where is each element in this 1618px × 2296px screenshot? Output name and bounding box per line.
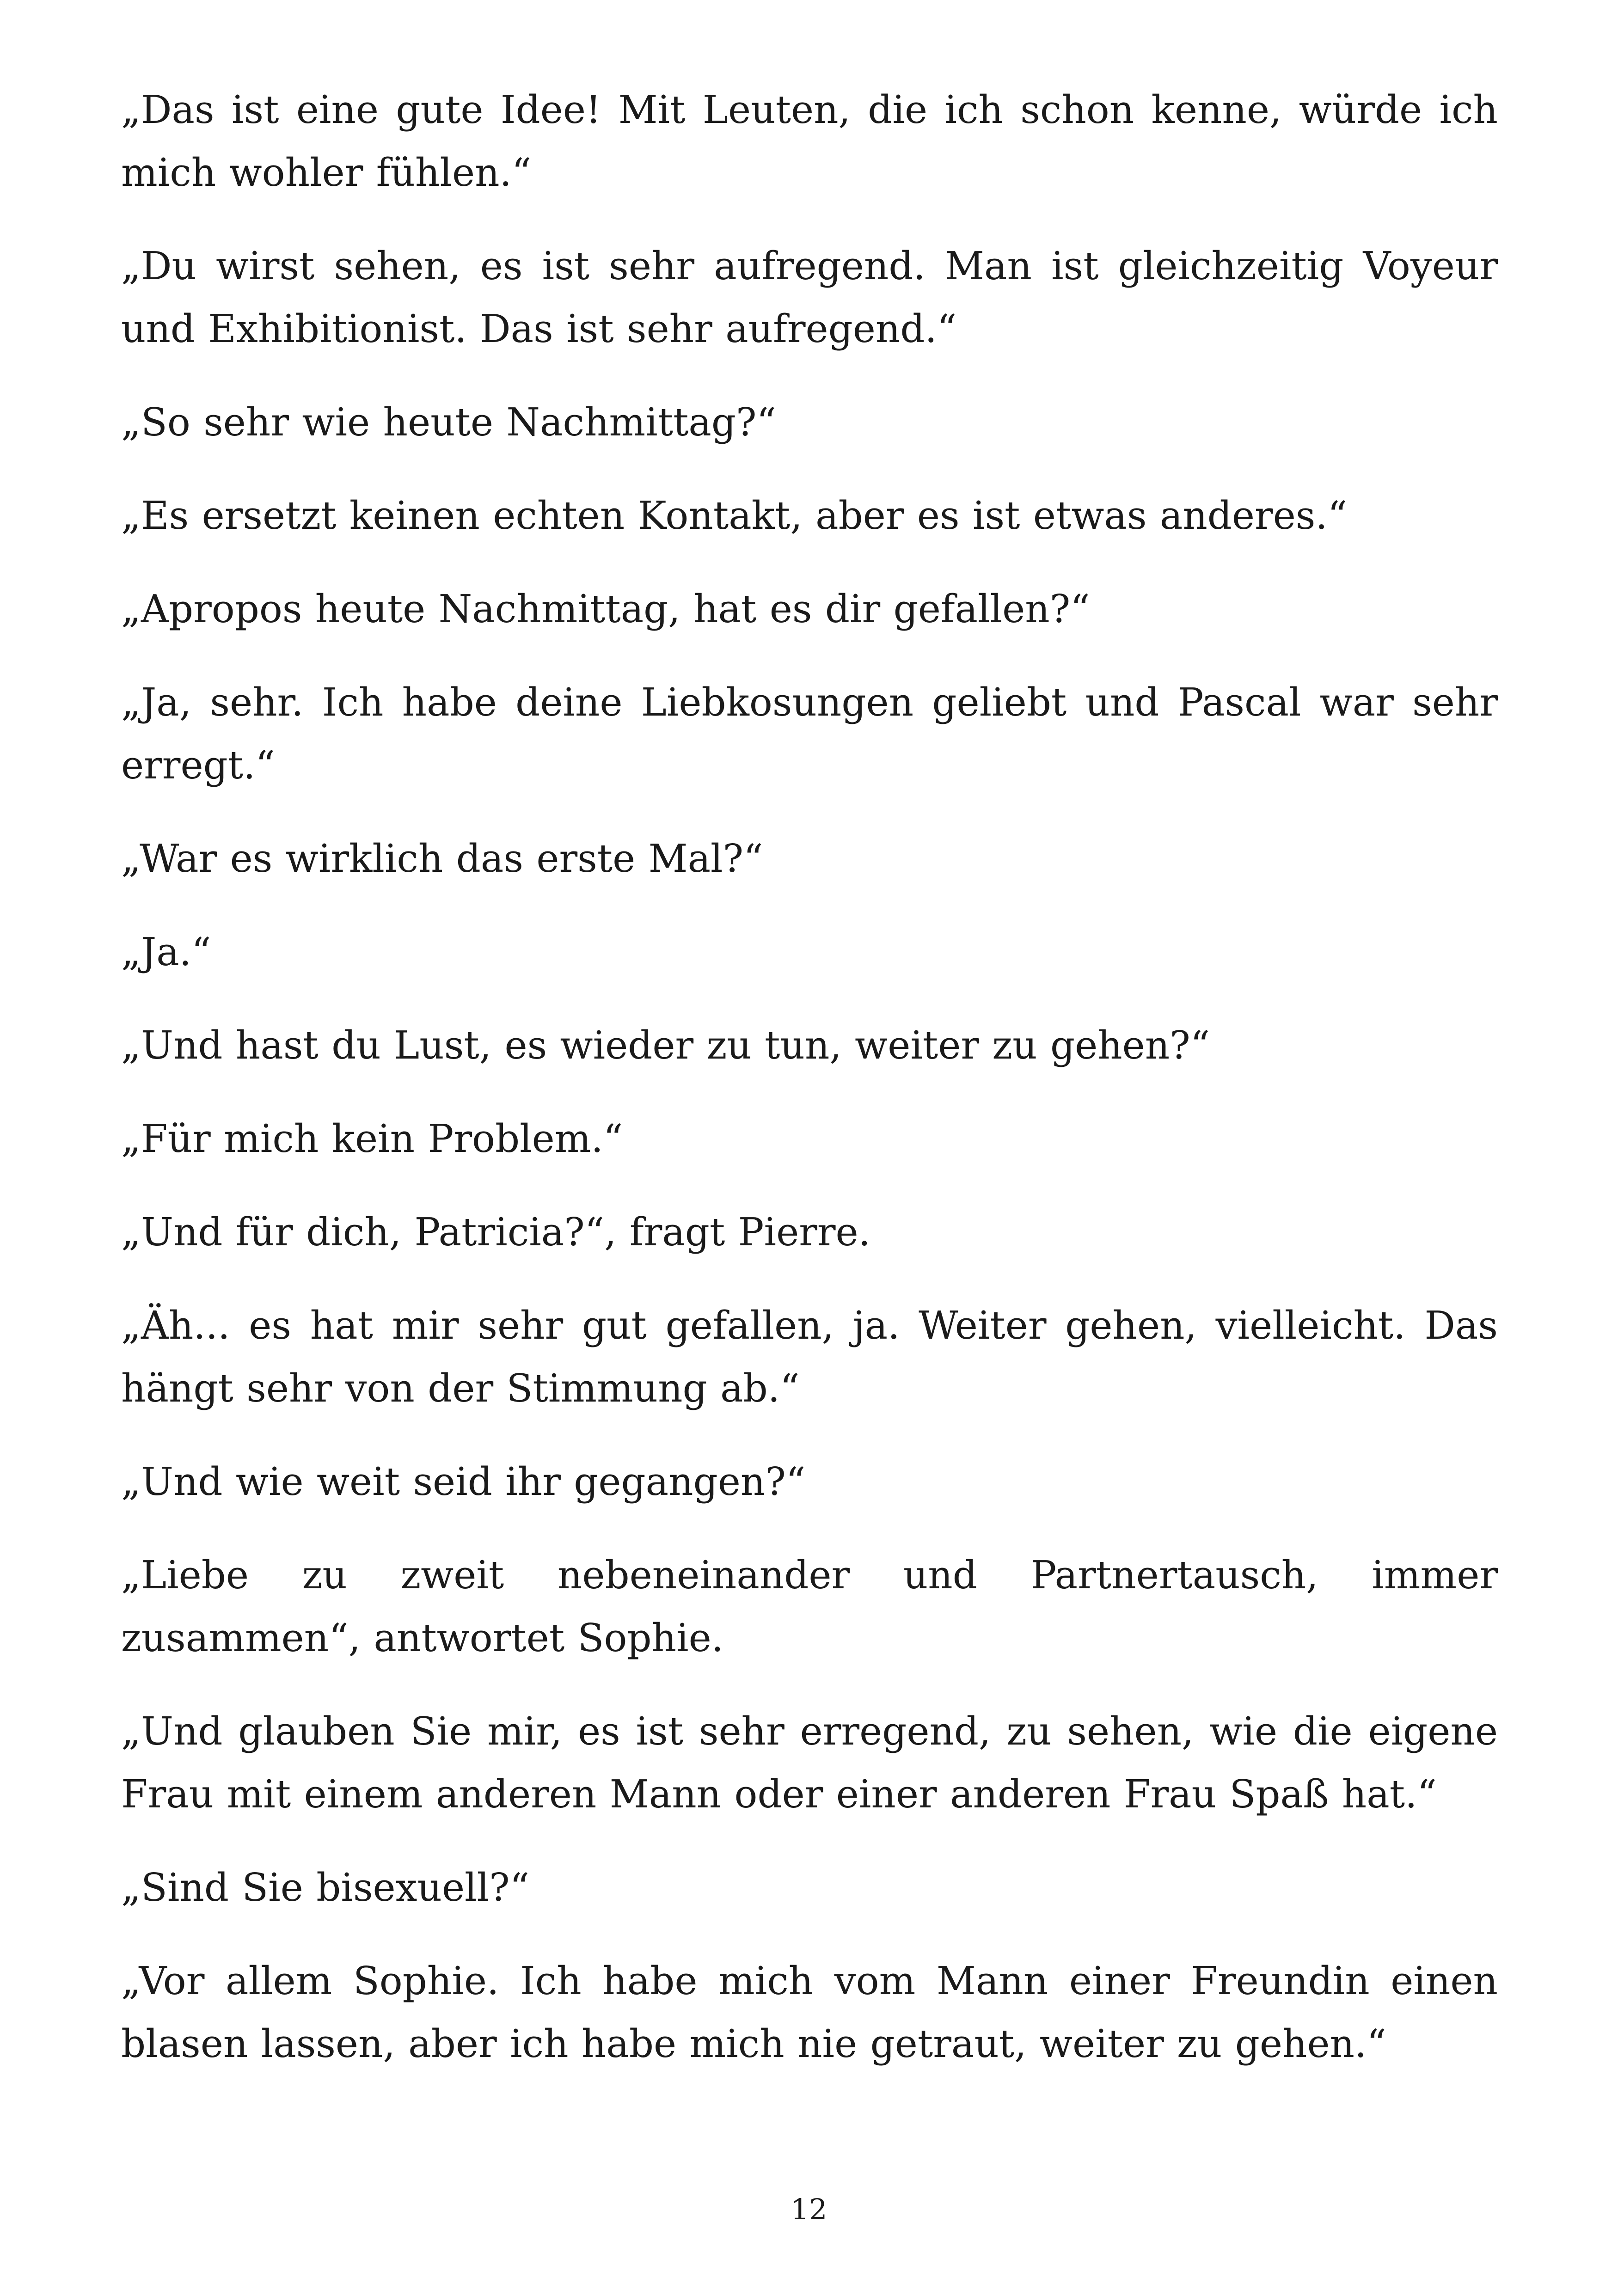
paragraph: „Für mich kein Problem.“ — [121, 1116, 623, 1161]
paragraph: „Äh... es hat mir sehr gut gefallen, ja. Weiter gehen, vielleicht. Das hängt sehr von der Stimmung ab.“ — [121, 1303, 1498, 1411]
paragraph: „Und glauben Sie mir, es ist sehr erregend, zu sehen, wie die eigene Frau mit einem anderen Mann oder einer anderen Frau Spaß hat.“ — [121, 1709, 1498, 1817]
paragraph: „Liebe zu zweit nebeneinander und Partnertausch, immer zusammen“, antwortet Sophie. — [121, 1553, 1498, 1660]
page-number: 12 — [791, 2192, 827, 2226]
paragraph: „Das ist eine gute Idee! Mit Leuten, die ich schon kenne, würde ich mich wohler fühlen.“ — [121, 87, 1498, 195]
paragraph: „Ja.“ — [121, 930, 211, 974]
paragraph: „Und für dich, Patricia?“, fragt Pierre. — [121, 1210, 871, 1255]
paragraph: „Und wie weit seid ihr gegangen?“ — [121, 1459, 806, 1504]
paragraph: „Vor allem Sophie. Ich habe mich vom Mann einer Freundin einen blasen lassen, aber ich habe mich nie getraut, weiter zu gehen.“ — [121, 1959, 1498, 2066]
paragraph: „Es ersetzt keinen echten Kontakt, aber es ist etwas anderes.“ — [121, 493, 1348, 538]
paragraph: „Sind Sie bisexuell?“ — [121, 1865, 530, 1910]
paragraph: „Apropos heute Nachmittag, hat es dir gefallen?“ — [121, 587, 1090, 631]
paragraph: „Und hast du Lust, es wieder zu tun, weiter zu gehen?“ — [121, 1023, 1210, 1068]
paragraph: „So sehr wie heute Nachmittag?“ — [121, 400, 776, 445]
paragraph: „Du wirst sehen, es ist sehr aufregend. Man ist gleichzeitig Voyeur und Exhibitionist. Das ist sehr aufregend.“ — [121, 244, 1498, 351]
body-text — [121, 79, 1498, 2106]
paragraph: „Ja, sehr. Ich habe deine Liebkosungen geliebt und Pascal war sehr erregt.“ — [121, 680, 1498, 788]
paragraph: „War es wirklich das erste Mal?“ — [121, 836, 763, 881]
